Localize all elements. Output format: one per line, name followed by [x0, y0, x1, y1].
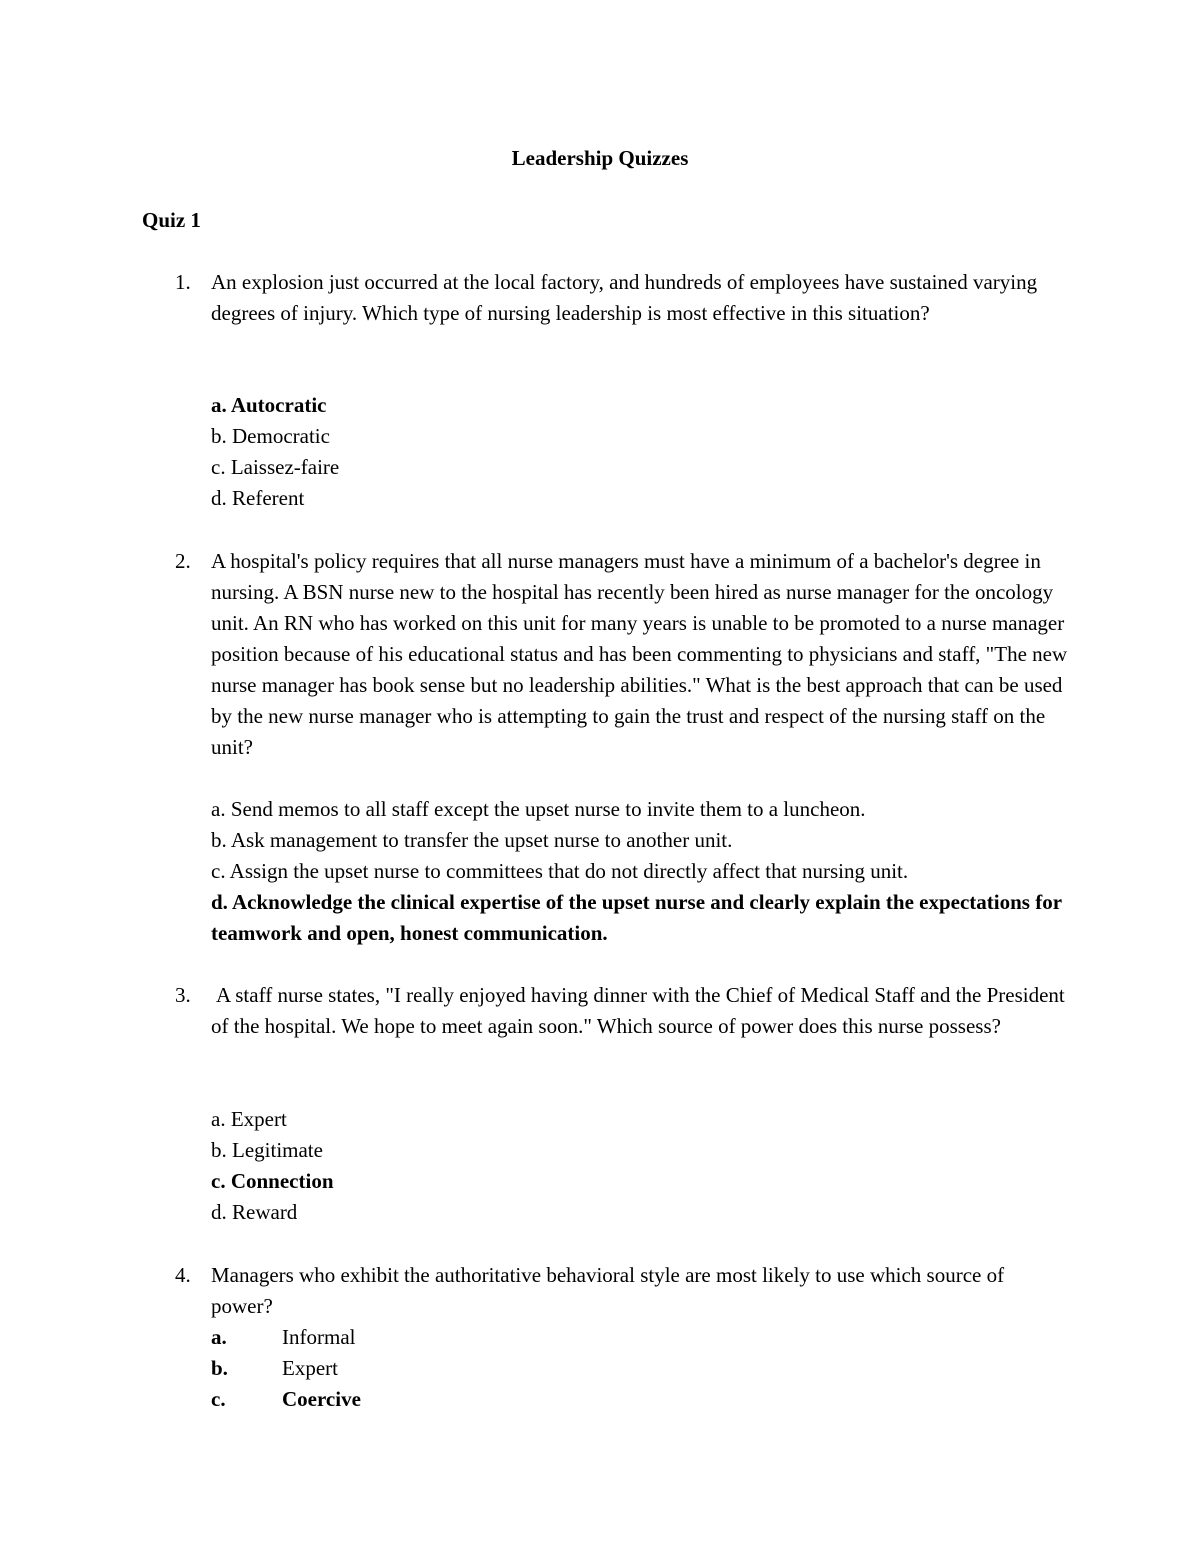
answer-option-correct: [211, 1384, 811, 1415]
question-number: 3.: [175, 983, 191, 1007]
option-value: Informal: [282, 1325, 356, 1349]
answer-option: d. Referent: [211, 486, 305, 510]
answer-option: [211, 1322, 811, 1353]
answer-option: b. Democratic: [211, 424, 330, 448]
answer-option-correct: a. Autocratic: [211, 393, 327, 417]
answer-option: d. Reward: [211, 1200, 298, 1224]
answer-option: c. Laissez-faire: [211, 455, 340, 479]
option-letter: c.: [211, 1387, 226, 1411]
option-letter: a.: [211, 1325, 227, 1349]
question-text: A hospital's policy requires that all nurse managers must have a minimum of a bachelor's degree in nursing. A BSN nurse new to the hospital has recently been hired as nurse manager for the oncology unit. An RN who has worked on this unit for many years is unable to be promoted to a nurse manager position because of his educational status and has been commenting to physicians and staff, "The new nurse manager has book sense but no leadership abilities." What is the best approach that can be used by the new nurse manager who is attempting to gain the trust and respect of the nursing staff on the unit?: [211, 549, 1068, 759]
option-value: Coercive: [282, 1387, 361, 1411]
question-2-options: [211, 794, 1071, 949]
answer-option: b. Legitimate: [211, 1138, 323, 1162]
answer-option: c. Assign the upset nurse to committees that do not directly affect that nursing unit.: [211, 859, 909, 883]
question-number: 1.: [175, 270, 191, 294]
answer-option: [211, 1353, 811, 1384]
question-number: 2.: [175, 549, 191, 573]
question-1-options: [211, 390, 1071, 514]
question-4-options: [211, 1322, 811, 1415]
question-number: 4.: [175, 1263, 191, 1287]
option-value: Expert: [282, 1356, 338, 1380]
quiz-heading: Quiz 1: [142, 208, 201, 232]
answer-option-correct: d. Acknowledge the clinical expertise of the upset nurse and clearly explain the expectations for teamwork and open, honest communication.: [211, 890, 1062, 945]
question-text: Managers who exhibit the authoritative behavioral style are most likely to use which source of power?: [211, 1263, 1005, 1318]
question-text: An explosion just occurred at the local factory, and hundreds of employees have sustained varying degrees of injury. Which type of nursing leadership is most effective in this situation?: [211, 270, 1038, 325]
answer-option-correct: c. Connection: [211, 1169, 334, 1193]
answer-option: a. Expert: [211, 1107, 287, 1131]
question-text: A staff nurse states, "I really enjoyed having dinner with the Chief of Medical Staff and the President of the hospital. We hope to meet again soon." Which source of power does this nurse possess?: [211, 983, 1065, 1038]
answer-option: b. Ask management to transfer the upset nurse to another unit.: [211, 828, 733, 852]
question-3-options: [211, 1104, 1071, 1228]
document-title: Leadership Quizzes: [511, 146, 689, 170]
option-letter: b.: [211, 1356, 228, 1380]
answer-option: a. Send memos to all staff except the upset nurse to invite them to a luncheon.: [211, 797, 866, 821]
